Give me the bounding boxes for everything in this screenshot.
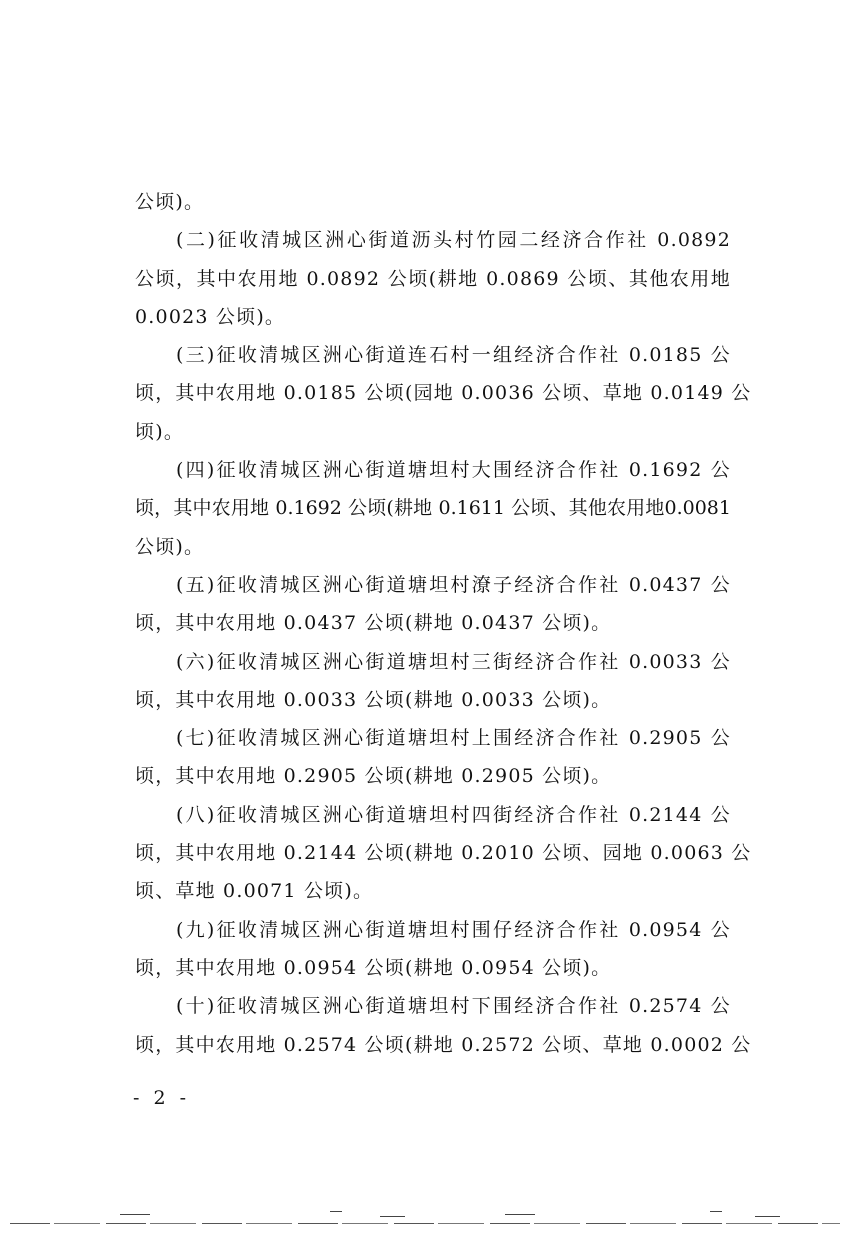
paragraph-item-9 xyxy=(135,911,731,988)
text-line: (五)征收清城区洲心街道塘坦村潦子经济合作社 0.0437 公 xyxy=(176,573,731,596)
paragraph-item-6 xyxy=(135,643,731,720)
paragraph-item-8 xyxy=(135,796,752,911)
text-line: (六)征收清城区洲心街道塘坦村三街经济合作社 0.0033 公 xyxy=(176,650,731,673)
scan-speck xyxy=(710,1211,722,1212)
text-line: (九)征收清城区洲心街道塘坦村围仔经济合作社 0.0954 公 xyxy=(176,918,731,941)
scan-speck xyxy=(380,1216,405,1217)
paragraph-item-5 xyxy=(135,566,731,643)
paragraph-item-2 xyxy=(135,221,731,336)
scan-speck xyxy=(755,1216,780,1217)
text-line: (十)征收清城区洲心街道塘坦村下围经济合作社 0.2574 公 xyxy=(176,995,731,1018)
text-line: 顷，其中农用地 0.2574 公顷(耕地 0.2572 公顷、草地 0.0002 公 xyxy=(135,1033,752,1056)
scan-speck xyxy=(330,1211,342,1212)
text-line: 顷，其中农用地 0.2144 公顷(耕地 0.2010 公顷、园地 0.0063 公 xyxy=(135,842,752,865)
text-line: 公顷)。 xyxy=(135,191,205,213)
text-line: 0.0023 公顷)。 xyxy=(135,305,286,328)
text-line: (三)征收清城区洲心街道连石村一组经济合作社 0.0185 公 xyxy=(176,344,731,367)
text-line: 顷，其中农用地 0.0033 公顷(耕地 0.0033 公顷)。 xyxy=(135,688,612,711)
scan-artifact-line xyxy=(0,1210,850,1230)
text-line: 顷、草地 0.0071 公顷)。 xyxy=(135,880,374,903)
text-line: 顷)。 xyxy=(135,420,185,443)
paragraph-continuation xyxy=(135,183,731,221)
text-line: (二)征收清城区洲心街道沥头村竹园二经济合作社 0.0892 xyxy=(176,229,731,252)
paragraph-item-7 xyxy=(135,719,731,796)
text-line: 顷，其中农用地 0.0185 公顷(园地 0.0036 公顷、草地 0.0149 公 xyxy=(135,382,752,405)
text-line: 顷，其中农用地 0.0954 公顷(耕地 0.0954 公顷)。 xyxy=(135,956,612,979)
text-line: 顷，其中农用地 0.0437 公顷(耕地 0.0437 公顷)。 xyxy=(135,612,612,635)
document-body xyxy=(135,183,752,1064)
scan-speck xyxy=(505,1214,535,1215)
text-line: (八)征收清城区洲心街道塘坦村四街经济合作社 0.2144 公 xyxy=(176,803,731,826)
text-line: (四)征收清城区洲心街道塘坦村大围经济合作社 0.1692 公 xyxy=(176,459,731,482)
paragraph-item-10 xyxy=(135,987,752,1064)
page-number: - 2 - xyxy=(133,1087,191,1109)
text-line: 公顷，其中农用地 0.0892 公顷(耕地 0.0869 公顷、其他农用地 xyxy=(135,267,731,290)
text-line: 公顷)。 xyxy=(135,535,205,558)
paragraph-item-3 xyxy=(135,336,752,451)
text-line: 顷，其中农用地 0.1692 公顷(耕地 0.1611 公顷、其他农用地0.0081 xyxy=(135,497,731,520)
paragraph-item-4 xyxy=(135,451,731,566)
scan-rule-divider xyxy=(10,1223,840,1224)
text-line: (七)征收清城区洲心街道塘坦村上围经济合作社 0.2905 公 xyxy=(176,727,731,750)
text-line: 顷，其中农用地 0.2905 公顷(耕地 0.2905 公顷)。 xyxy=(135,765,612,788)
scan-speck xyxy=(120,1214,150,1215)
